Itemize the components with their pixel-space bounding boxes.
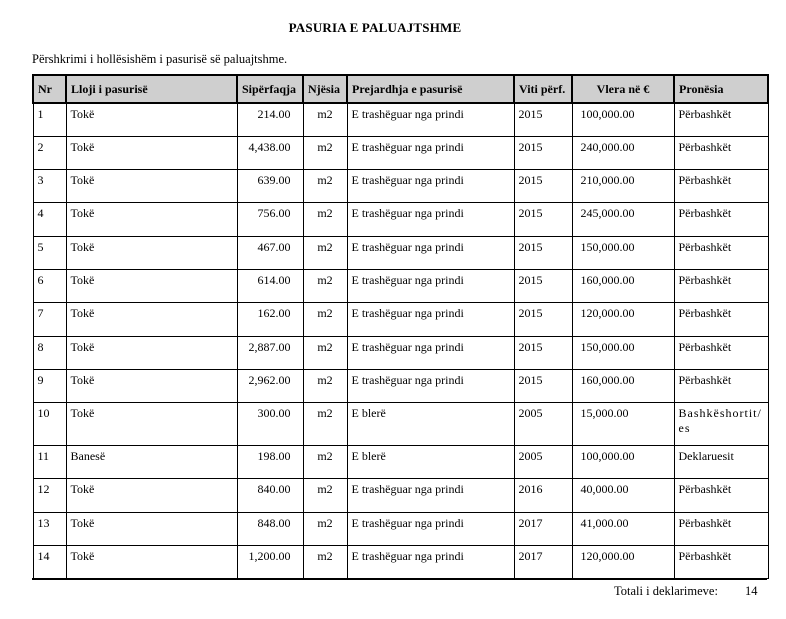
cell-ownership: Përbashkët bbox=[674, 479, 768, 512]
cell-year: 2015 bbox=[514, 236, 572, 269]
table-row bbox=[33, 303, 768, 336]
table-row bbox=[33, 403, 768, 446]
cell-nr: 11 bbox=[33, 446, 66, 479]
cell-type: Tokë bbox=[66, 103, 237, 136]
cell-nr: 5 bbox=[33, 236, 66, 269]
cell-nr: 1 bbox=[33, 103, 66, 136]
table-row bbox=[33, 546, 768, 579]
cell-nr: 14 bbox=[33, 546, 66, 579]
cell-origin: E trashëguar nga prindi bbox=[347, 369, 514, 402]
cell-type: Tokë bbox=[66, 170, 237, 203]
cell-type: Tokë bbox=[66, 546, 237, 579]
cell-area: 4,438.00 bbox=[237, 136, 303, 169]
cell-nr: 2 bbox=[33, 136, 66, 169]
cell-unit: m2 bbox=[303, 303, 347, 336]
cell-unit: m2 bbox=[303, 479, 347, 512]
table-row bbox=[33, 103, 768, 136]
cell-nr: 6 bbox=[33, 269, 66, 302]
cell-unit: m2 bbox=[303, 103, 347, 136]
cell-year: 2016 bbox=[514, 479, 572, 512]
cell-year: 2017 bbox=[514, 512, 572, 545]
cell-origin: E trashëguar nga prindi bbox=[347, 546, 514, 579]
table-row bbox=[33, 479, 768, 512]
cell-unit: m2 bbox=[303, 203, 347, 236]
property-table-container bbox=[32, 74, 767, 579]
cell-type: Tokë bbox=[66, 303, 237, 336]
cell-type: Tokë bbox=[66, 336, 237, 369]
cell-value: 210,000.00 bbox=[572, 170, 674, 203]
cell-year: 2015 bbox=[514, 269, 572, 302]
cell-value: 41,000.00 bbox=[572, 512, 674, 545]
cell-value: 150,000.00 bbox=[572, 236, 674, 269]
cell-year: 2017 bbox=[514, 546, 572, 579]
cell-year: 2015 bbox=[514, 203, 572, 236]
column-header-origin: Prejardhja e pasurisë bbox=[347, 75, 514, 103]
cell-origin: E trashëguar nga prindi bbox=[347, 203, 514, 236]
cell-value: 150,000.00 bbox=[572, 336, 674, 369]
cell-origin: E trashëguar nga prindi bbox=[347, 479, 514, 512]
cell-origin: E trashëguar nga prindi bbox=[347, 136, 514, 169]
cell-area: 467.00 bbox=[237, 236, 303, 269]
total-label: Totali i deklarimeve: bbox=[614, 584, 718, 598]
cell-ownership: Përbashkët bbox=[674, 236, 768, 269]
cell-ownership: Përbashkët bbox=[674, 303, 768, 336]
cell-area: 614.00 bbox=[237, 269, 303, 302]
cell-ownership: Përbashkët bbox=[674, 369, 768, 402]
cell-nr: 9 bbox=[33, 369, 66, 402]
cell-area: 214.00 bbox=[237, 103, 303, 136]
table-row bbox=[33, 136, 768, 169]
cell-nr: 13 bbox=[33, 512, 66, 545]
cell-value: 120,000.00 bbox=[572, 546, 674, 579]
cell-type: Tokë bbox=[66, 403, 237, 446]
cell-nr: 8 bbox=[33, 336, 66, 369]
cell-origin: E trashëguar nga prindi bbox=[347, 170, 514, 203]
column-header-year: Viti përf. bbox=[514, 75, 572, 103]
cell-ownership: Përbashkët bbox=[674, 269, 768, 302]
table-row bbox=[33, 269, 768, 302]
cell-area: 198.00 bbox=[237, 446, 303, 479]
cell-unit: m2 bbox=[303, 136, 347, 169]
cell-origin: E blerë bbox=[347, 403, 514, 446]
section-description: Përshkrimi i hollësishëm i pasurisë së paluajtshme. bbox=[32, 52, 288, 66]
cell-value: 160,000.00 bbox=[572, 369, 674, 402]
cell-nr: 10 bbox=[33, 403, 66, 446]
cell-year: 2015 bbox=[514, 303, 572, 336]
cell-area: 300.00 bbox=[237, 403, 303, 446]
cell-nr: 7 bbox=[33, 303, 66, 336]
cell-unit: m2 bbox=[303, 446, 347, 479]
cell-ownership: Përbashkët bbox=[674, 546, 768, 579]
cell-ownership: Bashkëshortit/es bbox=[674, 403, 768, 446]
column-header-area: Sipërfaqja bbox=[237, 75, 303, 103]
cell-unit: m2 bbox=[303, 512, 347, 545]
cell-ownership: Përbashkët bbox=[674, 203, 768, 236]
table-row bbox=[33, 446, 768, 479]
column-header-unit: Njësia bbox=[303, 75, 347, 103]
page-title: PASURIA E PALUAJTSHME bbox=[288, 20, 462, 35]
cell-origin: E trashëguar nga prindi bbox=[347, 236, 514, 269]
property-table bbox=[32, 74, 769, 579]
cell-ownership: Përbashkët bbox=[674, 103, 768, 136]
cell-origin: E trashëguar nga prindi bbox=[347, 269, 514, 302]
cell-type: Tokë bbox=[66, 203, 237, 236]
cell-unit: m2 bbox=[303, 403, 347, 446]
cell-year: 2015 bbox=[514, 336, 572, 369]
cell-area: 162.00 bbox=[237, 303, 303, 336]
cell-value: 240,000.00 bbox=[572, 136, 674, 169]
cell-area: 1,200.00 bbox=[237, 546, 303, 579]
cell-area: 848.00 bbox=[237, 512, 303, 545]
cell-origin: E blerë bbox=[347, 446, 514, 479]
cell-area: 2,962.00 bbox=[237, 369, 303, 402]
table-bottom-border bbox=[32, 578, 767, 580]
cell-ownership: Përbashkët bbox=[674, 512, 768, 545]
cell-ownership: Përbashkët bbox=[674, 136, 768, 169]
cell-year: 2015 bbox=[514, 170, 572, 203]
cell-nr: 12 bbox=[33, 479, 66, 512]
cell-area: 2,887.00 bbox=[237, 336, 303, 369]
cell-year: 2015 bbox=[514, 369, 572, 402]
cell-area: 840.00 bbox=[237, 479, 303, 512]
cell-type: Tokë bbox=[66, 269, 237, 302]
cell-unit: m2 bbox=[303, 546, 347, 579]
table-header-row bbox=[33, 75, 768, 103]
cell-type: Banesë bbox=[66, 446, 237, 479]
cell-type: Tokë bbox=[66, 479, 237, 512]
cell-area: 639.00 bbox=[237, 170, 303, 203]
cell-year: 2015 bbox=[514, 136, 572, 169]
cell-year: 2005 bbox=[514, 446, 572, 479]
cell-value: 40,000.00 bbox=[572, 479, 674, 512]
cell-ownership: Përbashkët bbox=[674, 170, 768, 203]
table-row bbox=[33, 369, 768, 402]
table-row bbox=[33, 236, 768, 269]
cell-value: 100,000.00 bbox=[572, 103, 674, 136]
cell-unit: m2 bbox=[303, 236, 347, 269]
cell-value: 160,000.00 bbox=[572, 269, 674, 302]
total-value: 14 bbox=[745, 584, 758, 598]
cell-area: 756.00 bbox=[237, 203, 303, 236]
cell-unit: m2 bbox=[303, 336, 347, 369]
cell-year: 2015 bbox=[514, 103, 572, 136]
cell-unit: m2 bbox=[303, 170, 347, 203]
cell-ownership: Deklaruesit bbox=[674, 446, 768, 479]
cell-nr: 4 bbox=[33, 203, 66, 236]
column-header-type: Lloji i pasurisë bbox=[66, 75, 237, 103]
cell-type: Tokë bbox=[66, 136, 237, 169]
cell-year: 2005 bbox=[514, 403, 572, 446]
cell-type: Tokë bbox=[66, 236, 237, 269]
cell-unit: m2 bbox=[303, 269, 347, 302]
column-header-value: Vlera në € bbox=[572, 75, 674, 103]
cell-value: 245,000.00 bbox=[572, 203, 674, 236]
cell-origin: E trashëguar nga prindi bbox=[347, 336, 514, 369]
cell-value: 15,000.00 bbox=[572, 403, 674, 446]
cell-unit: m2 bbox=[303, 369, 347, 402]
column-header-nr: Nr bbox=[33, 75, 66, 103]
table-row bbox=[33, 512, 768, 545]
cell-type: Tokë bbox=[66, 369, 237, 402]
cell-ownership: Përbashkët bbox=[674, 336, 768, 369]
cell-type: Tokë bbox=[66, 512, 237, 545]
table-row bbox=[33, 203, 768, 236]
cell-origin: E trashëguar nga prindi bbox=[347, 512, 514, 545]
cell-origin: E trashëguar nga prindi bbox=[347, 303, 514, 336]
cell-value: 120,000.00 bbox=[572, 303, 674, 336]
table-row bbox=[33, 336, 768, 369]
cell-nr: 3 bbox=[33, 170, 66, 203]
cell-origin: E trashëguar nga prindi bbox=[347, 103, 514, 136]
cell-value: 100,000.00 bbox=[572, 446, 674, 479]
table-row bbox=[33, 170, 768, 203]
column-header-ownership: Pronësia bbox=[674, 75, 768, 103]
